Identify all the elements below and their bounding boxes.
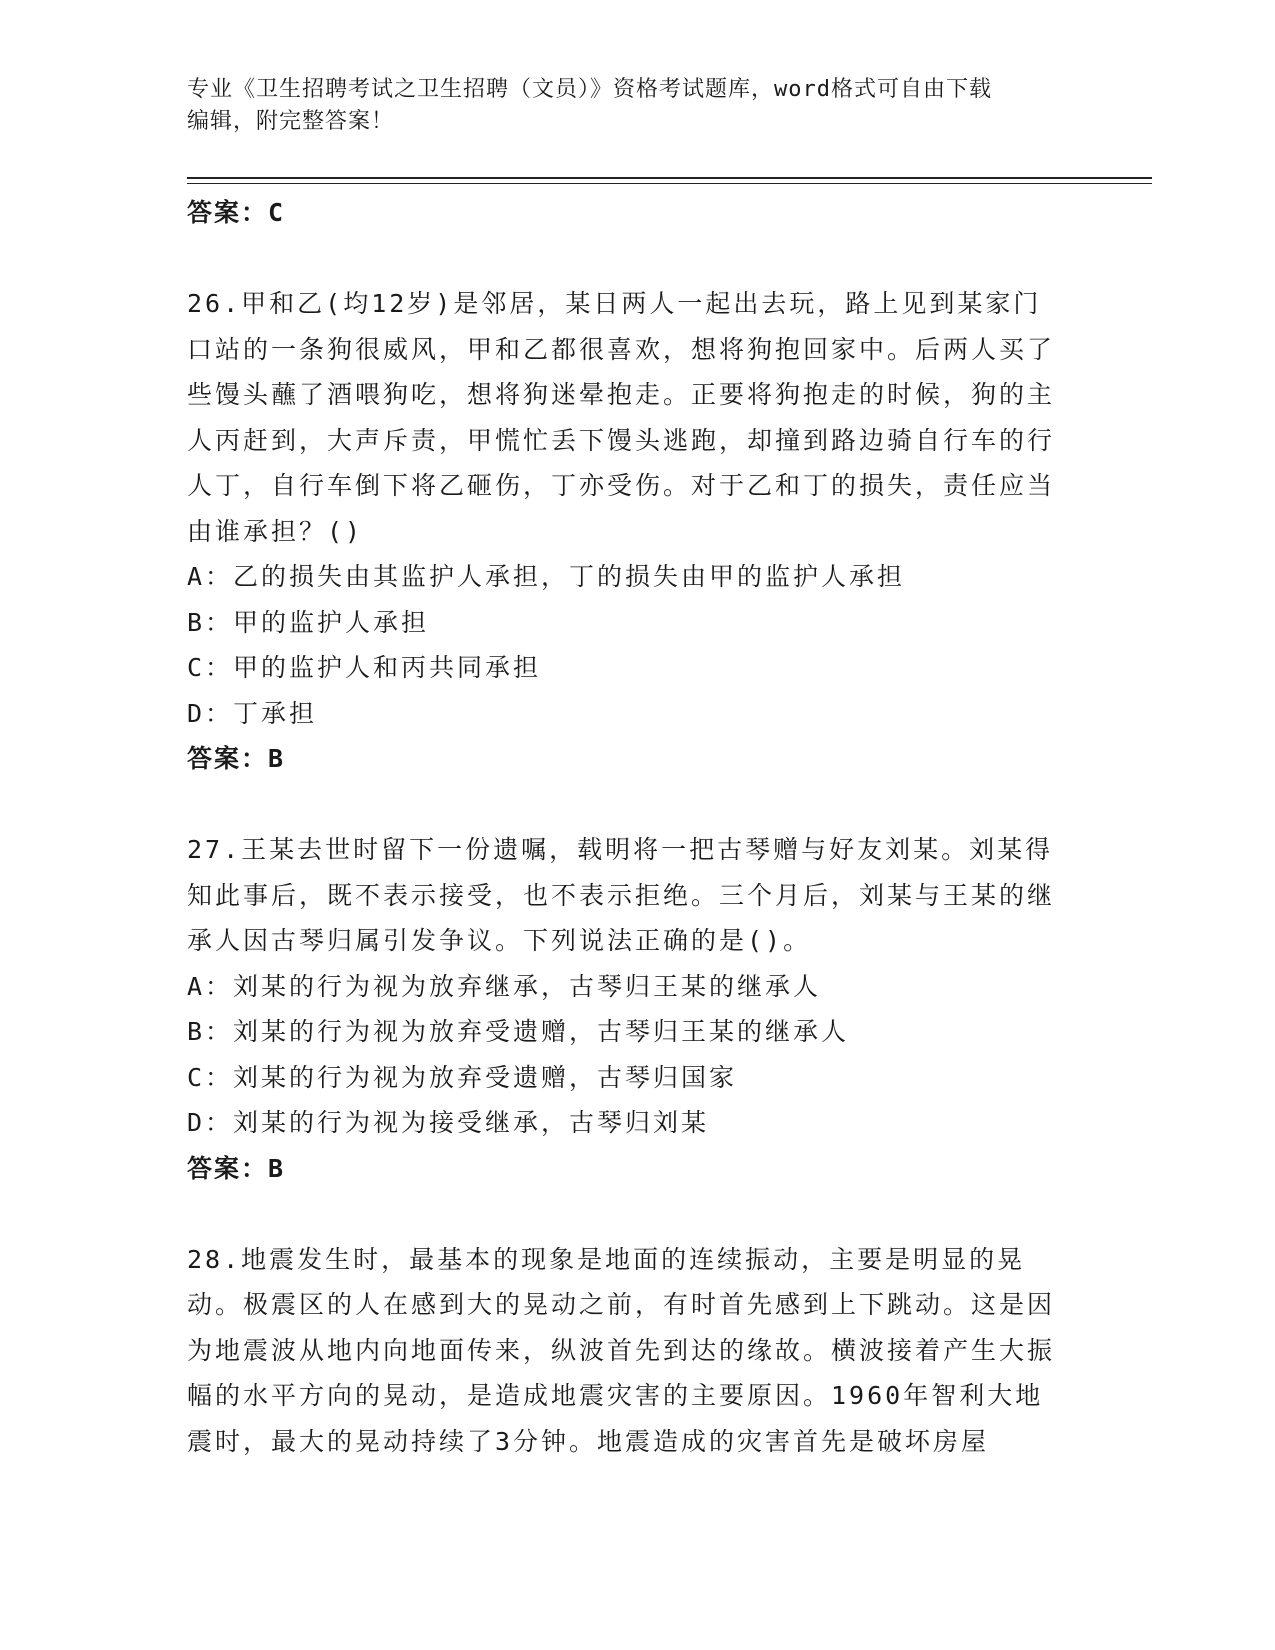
option-a: A：乙的损失由其监护人承担，丁的损失由甲的监护人承担: [187, 562, 906, 591]
question-text: 26.甲和乙(均12岁)是邻居，某日两人一起出去玩，路上见到某家门口站的一条狗很威风，甲和乙都很喜欢，想将狗抱回家中。后两人买了些馒头蘸了酒喂狗吃，想将狗迷晕抱走。正要将狗抱走的时候，狗的主人丙赶到，大声斥责，甲慌忙丢下馒头逃跑，却撞到路边骑自行车的行人丁，自行车倒下将乙砸伤，丁亦受伤。对于乙和丁的损失，责任应当由谁承担？(): [187, 289, 1056, 546]
header-line-1: 专业《卫生招聘考试之卫生招聘（文员）》资格考试题库，word格式可自由下载: [187, 77, 992, 102]
option-b: B：刘某的行为视为放弃受遗赠，古琴归王某的继承人: [187, 1017, 850, 1046]
answer-label: 答案：B: [187, 744, 286, 773]
header-rule-thin: [187, 183, 1152, 184]
question-text: 27.王某去世时留下一份遗嘱，载明将一把古琴赠与好友刘某。刘某得知此事后，既不表示接受，也不表示拒绝。三个月后，刘某与王某的继承人因古琴归属引发争议。下列说法正确的是()。: [187, 835, 1056, 955]
option-c: C：刘某的行为视为放弃受遗赠，古琴归国家: [187, 1062, 738, 1092]
header-line-2: 编辑，附完整答案！: [187, 109, 395, 134]
option-b: B：甲的监护人承担: [187, 607, 430, 637]
page-header: [187, 74, 1067, 138]
header-rule-thick: [187, 177, 1152, 179]
option-d: D：丁承担: [187, 698, 318, 728]
question-26: [187, 281, 1067, 781]
option-d: D：刘某的行为视为接受继承，古琴归刘某: [187, 1108, 710, 1137]
answer-label: 答案：B: [187, 1153, 286, 1183]
option-c: C：甲的监护人和丙共同承担: [187, 653, 542, 682]
question-text: 28.地震发生时，最基本的现象是地面的连续振动，主要是明显的晃动。极震区的人在感到大的晃动之前，有时首先感到上下跳动。这是因为地震波从地内向地面传来，纵波首先到达的缘故。横波接着产生大振幅的水平方向的晃动，是造成地震灾害的主要原因。1960年智利大地震时，最大的晃动持续了3分钟。地震造成的灾害首先是破坏房屋: [187, 1244, 1056, 1456]
answer-label: 答案：C: [187, 198, 286, 227]
document-body: [187, 190, 1067, 1464]
option-a: A：刘某的行为视为放弃继承，古琴归王某的继承人: [187, 971, 822, 1001]
question-28: [187, 1237, 1067, 1465]
question-27: [187, 827, 1067, 1191]
